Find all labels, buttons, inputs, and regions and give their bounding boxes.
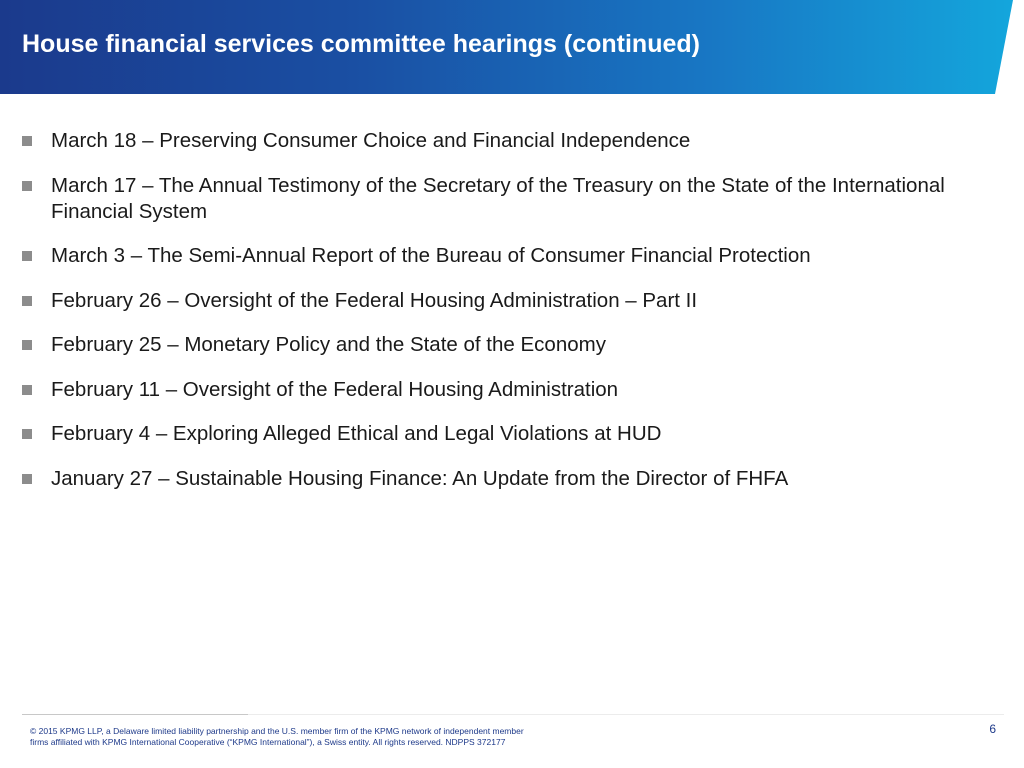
hearing-text: March 17 – The Annual Testimony of the Secretary of the Treasury on the State of the International Financial System [51, 173, 945, 223]
square-bullet-icon [22, 429, 32, 439]
hearing-text: January 27 – Sustainable Housing Finance: An Update from the Director of FHFA [51, 466, 789, 490]
list-item [22, 243, 952, 269]
square-bullet-icon [22, 474, 32, 484]
hearing-text: March 3 – The Semi-Annual Report of the Bureau of Consumer Financial Protection [51, 244, 811, 267]
square-bullet-icon [22, 385, 32, 395]
slide-title: House financial services committee hearings (continued) [22, 30, 700, 58]
footer-divider-accent [22, 714, 248, 715]
list-item [22, 421, 952, 447]
hearing-text: February 25 – Monetary Policy and the State of the Economy [51, 333, 606, 356]
list-item [22, 332, 952, 358]
list-item [22, 288, 952, 314]
square-bullet-icon [22, 251, 32, 261]
copyright-line-2: firms affiliated with KPMG International Cooperative (“KPMG International”), a Swiss entity. All rights reserved. NDPPS 372177 [30, 737, 506, 747]
footer-copyright [30, 726, 550, 748]
square-bullet-icon [22, 181, 32, 191]
hearing-list [22, 128, 952, 510]
list-item [22, 466, 952, 492]
square-bullet-icon [22, 296, 32, 306]
hearing-text: February 26 – Oversight of the Federal Housing Administration – Part II [51, 288, 698, 312]
hearing-text: March 18 – Preserving Consumer Choice and Financial Independence [51, 129, 691, 152]
list-item [22, 128, 952, 154]
copyright-line-1: © 2015 KPMG LLP, a Delaware limited liability partnership and the U.S. member firm of the KPMG network of independent member [30, 726, 524, 736]
page-number: 6 [989, 722, 996, 736]
hearing-text: February 4 – Exploring Alleged Ethical and Legal Violations at HUD [51, 422, 662, 445]
hearing-text: February 11 – Oversight of the Federal Housing Administration [51, 377, 619, 401]
list-item [22, 377, 952, 403]
square-bullet-icon [22, 136, 32, 146]
list-item [22, 173, 952, 225]
square-bullet-icon [22, 340, 32, 350]
